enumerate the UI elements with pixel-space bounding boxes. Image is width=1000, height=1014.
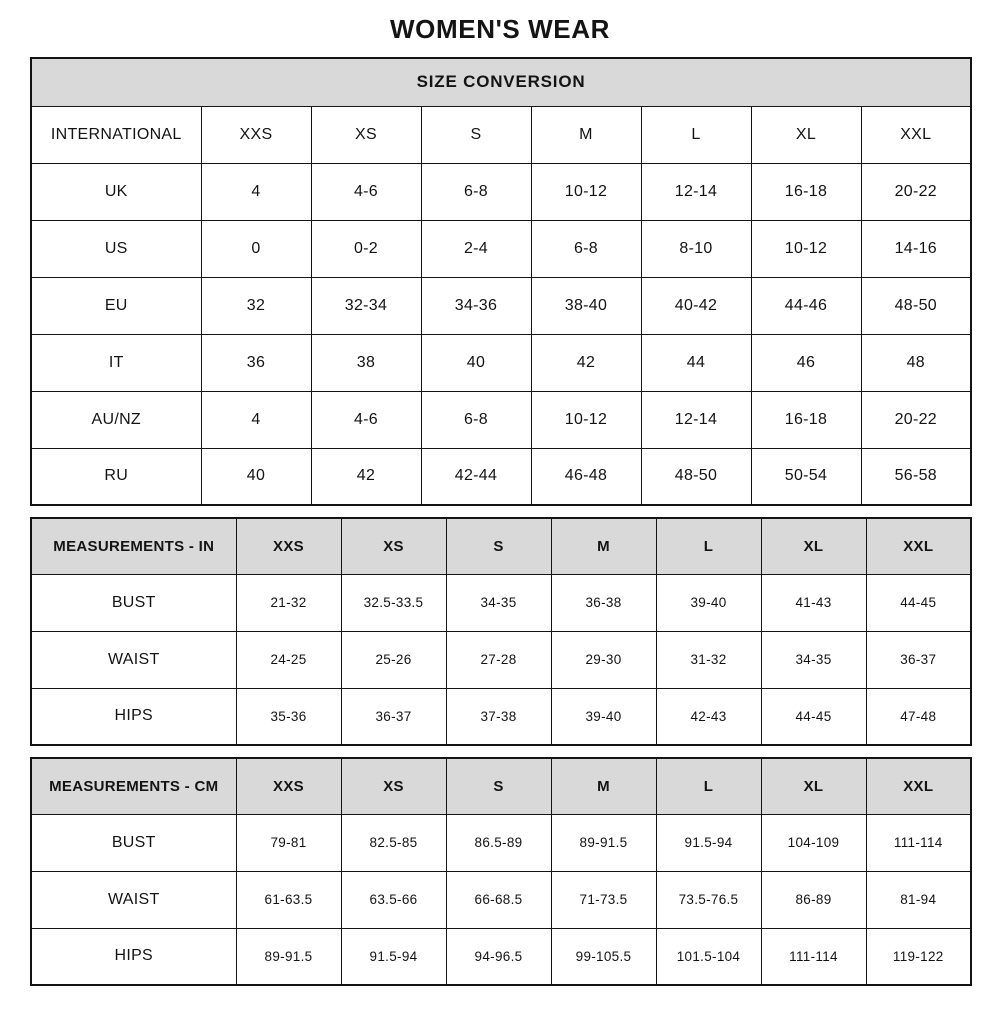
table-header-row — [31, 106, 971, 163]
size-value: 44 — [641, 334, 751, 391]
column-header-xl: XL — [761, 758, 866, 814]
table-row-us — [31, 220, 971, 277]
measurement-value: 79-81 — [236, 814, 341, 871]
size-value: 20-22 — [861, 163, 971, 220]
column-header-xs: XS — [311, 106, 421, 163]
size-value: 50-54 — [751, 448, 861, 505]
measurement-value: 66-68.5 — [446, 871, 551, 928]
measurement-value: 89-91.5 — [236, 928, 341, 985]
measurement-value: 21-32 — [236, 574, 341, 631]
measurement-value: 39-40 — [551, 688, 656, 745]
size-value: 42 — [531, 334, 641, 391]
measurement-value: 32.5-33.5 — [341, 574, 446, 631]
size-value: 48-50 — [861, 277, 971, 334]
size-value: 10-12 — [531, 391, 641, 448]
column-header-s: S — [421, 106, 531, 163]
size-value: 6-8 — [531, 220, 641, 277]
row-label: BUST — [31, 574, 236, 631]
measurement-value: 41-43 — [761, 574, 866, 631]
size-value: 2-4 — [421, 220, 531, 277]
column-header-xl: XL — [761, 518, 866, 574]
column-header-xxs: XXS — [236, 758, 341, 814]
size-value: 46-48 — [531, 448, 641, 505]
size-value: 38 — [311, 334, 421, 391]
table-header-row — [31, 518, 971, 574]
size-value: 8-10 — [641, 220, 751, 277]
size-value: 48-50 — [641, 448, 751, 505]
column-header-xxl: XXL — [861, 106, 971, 163]
measurement-value: 61-63.5 — [236, 871, 341, 928]
measurement-value: 111-114 — [761, 928, 866, 985]
column-header-xxl: XXL — [866, 518, 971, 574]
table-row-waist — [31, 631, 971, 688]
size-chart-page — [0, 14, 1000, 986]
measurement-value: 47-48 — [866, 688, 971, 745]
row-label: IT — [31, 334, 201, 391]
measurement-value: 86-89 — [761, 871, 866, 928]
column-header-xxs: XXS — [236, 518, 341, 574]
table-row-bust — [31, 574, 971, 631]
measurement-value: 31-32 — [656, 631, 761, 688]
column-header-m: M — [551, 758, 656, 814]
size-value: 42-44 — [421, 448, 531, 505]
row-label: WAIST — [31, 631, 236, 688]
measurement-value: 25-26 — [341, 631, 446, 688]
size-value: 16-18 — [751, 391, 861, 448]
column-header-xs: XS — [341, 758, 446, 814]
size-value: 14-16 — [861, 220, 971, 277]
row-label: AU/NZ — [31, 391, 201, 448]
size-value: 40 — [421, 334, 531, 391]
measurement-value: 36-37 — [341, 688, 446, 745]
measurement-value: 36-37 — [866, 631, 971, 688]
table-row-hips — [31, 688, 971, 745]
measurement-value: 34-35 — [761, 631, 866, 688]
size-value: 0-2 — [311, 220, 421, 277]
column-header-s: S — [446, 518, 551, 574]
size-value: 10-12 — [751, 220, 861, 277]
table-row-ru — [31, 448, 971, 505]
size-value: 12-14 — [641, 163, 751, 220]
row-label: BUST — [31, 814, 236, 871]
measurement-value: 81-94 — [866, 871, 971, 928]
column-header-m: M — [531, 106, 641, 163]
measurement-value: 44-45 — [761, 688, 866, 745]
size-value: 6-8 — [421, 391, 531, 448]
measurement-value: 37-38 — [446, 688, 551, 745]
row-label: UK — [31, 163, 201, 220]
measurement-value: 27-28 — [446, 631, 551, 688]
measurement-value: 42-43 — [656, 688, 761, 745]
column-header-l: L — [656, 518, 761, 574]
table-row-aunz — [31, 391, 971, 448]
measurement-value: 63.5-66 — [341, 871, 446, 928]
table-header-row — [31, 758, 971, 814]
row-label: US — [31, 220, 201, 277]
size-value: 56-58 — [861, 448, 971, 505]
row-label: HIPS — [31, 928, 236, 985]
row-label: RU — [31, 448, 201, 505]
table-row-uk — [31, 163, 971, 220]
measurement-value: 101.5-104 — [656, 928, 761, 985]
table-row-waist — [31, 871, 971, 928]
size-value: 4-6 — [311, 163, 421, 220]
measurements-cm-table — [30, 757, 972, 986]
measurement-value: 91.5-94 — [341, 928, 446, 985]
column-header-l: L — [641, 106, 751, 163]
size-value: 32 — [201, 277, 311, 334]
table-row-eu — [31, 277, 971, 334]
size-value: 40-42 — [641, 277, 751, 334]
measurement-value: 44-45 — [866, 574, 971, 631]
column-header-s: S — [446, 758, 551, 814]
measurement-value: 82.5-85 — [341, 814, 446, 871]
table-row-hips — [31, 928, 971, 985]
measurement-value: 119-122 — [866, 928, 971, 985]
row-label: WAIST — [31, 871, 236, 928]
measurement-value: 111-114 — [866, 814, 971, 871]
size-value: 6-8 — [421, 163, 531, 220]
size-value: 32-34 — [311, 277, 421, 334]
measurement-value: 91.5-94 — [656, 814, 761, 871]
measurement-value: 71-73.5 — [551, 871, 656, 928]
measurement-value: 94-96.5 — [446, 928, 551, 985]
column-header-m: M — [551, 518, 656, 574]
table-title-row — [31, 58, 971, 106]
size-value: 38-40 — [531, 277, 641, 334]
column-header-international: INTERNATIONAL — [31, 106, 201, 163]
size-conversion-title: SIZE CONVERSION — [31, 58, 971, 106]
column-header-xs: XS — [341, 518, 446, 574]
measurements-cm-title: MEASUREMENTS - CM — [31, 758, 236, 814]
measurement-value: 29-30 — [551, 631, 656, 688]
column-header-xl: XL — [751, 106, 861, 163]
measurement-value: 104-109 — [761, 814, 866, 871]
size-value: 0 — [201, 220, 311, 277]
measurement-value: 86.5-89 — [446, 814, 551, 871]
measurement-value: 34-35 — [446, 574, 551, 631]
row-label: EU — [31, 277, 201, 334]
row-label: HIPS — [31, 688, 236, 745]
table-row-bust — [31, 814, 971, 871]
size-value: 34-36 — [421, 277, 531, 334]
page-title: WOMEN'S WEAR — [390, 14, 610, 44]
measurements-in-title: MEASUREMENTS - IN — [31, 518, 236, 574]
size-value: 10-12 — [531, 163, 641, 220]
measurement-value: 24-25 — [236, 631, 341, 688]
measurement-value: 39-40 — [656, 574, 761, 631]
size-value: 42 — [311, 448, 421, 505]
table-row-it — [31, 334, 971, 391]
size-value: 36 — [201, 334, 311, 391]
size-conversion-table — [30, 57, 972, 506]
column-header-l: L — [656, 758, 761, 814]
size-value: 4 — [201, 163, 311, 220]
size-value: 16-18 — [751, 163, 861, 220]
size-value: 40 — [201, 448, 311, 505]
size-value: 4-6 — [311, 391, 421, 448]
size-value: 20-22 — [861, 391, 971, 448]
measurement-value: 35-36 — [236, 688, 341, 745]
measurement-value: 89-91.5 — [551, 814, 656, 871]
column-header-xxl: XXL — [866, 758, 971, 814]
measurement-value: 99-105.5 — [551, 928, 656, 985]
size-value: 48 — [861, 334, 971, 391]
size-value: 44-46 — [751, 277, 861, 334]
size-value: 46 — [751, 334, 861, 391]
measurements-in-table — [30, 517, 972, 746]
measurement-value: 36-38 — [551, 574, 656, 631]
size-value: 12-14 — [641, 391, 751, 448]
measurement-value: 73.5-76.5 — [656, 871, 761, 928]
size-value: 4 — [201, 391, 311, 448]
column-header-xxs: XXS — [201, 106, 311, 163]
